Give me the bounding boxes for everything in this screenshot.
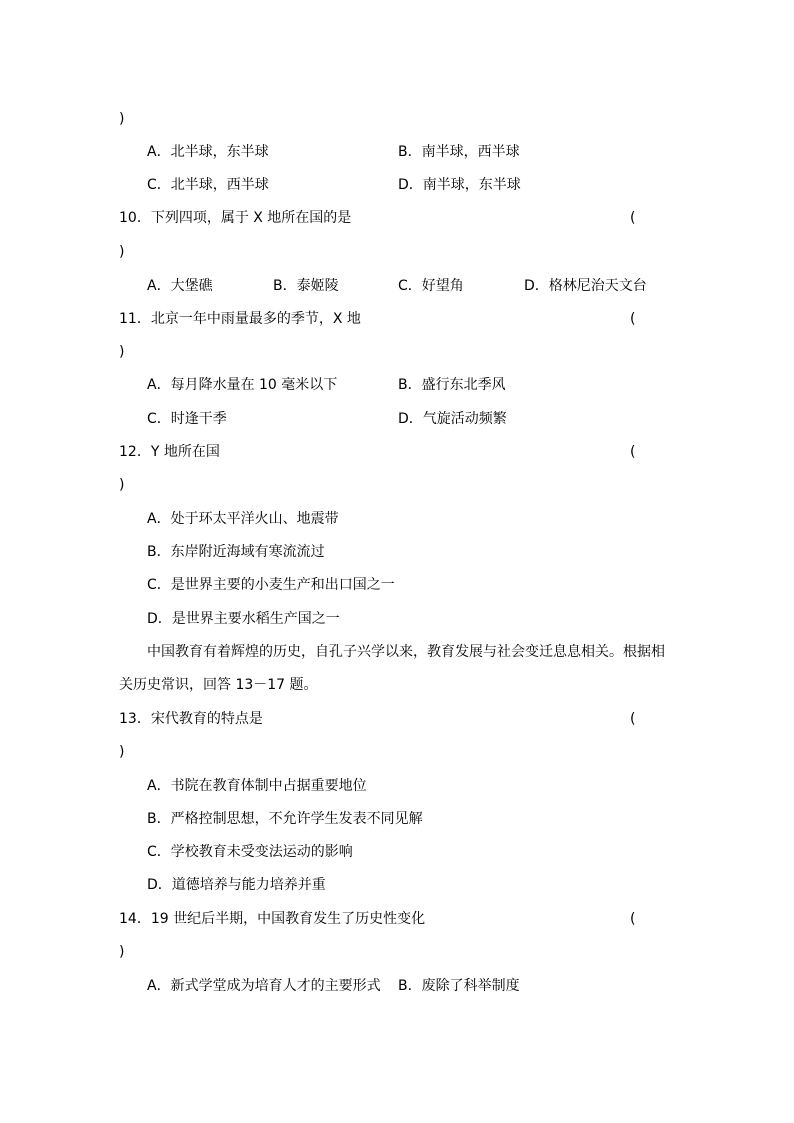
q12-option-c: C．是世界主要的小麦生产和出口国之一 — [147, 577, 395, 593]
q11-close-paren: ) — [119, 344, 125, 360]
q9-option-c: C．北半球，西半球 — [147, 177, 269, 193]
q11-option-b: B．盛行东北季风 — [398, 377, 506, 393]
q11-option-a: A．每月降水量在 10 毫米以下 — [147, 377, 338, 393]
q12-close-paren: ) — [119, 477, 125, 493]
q11-option-c: C．时逢干季 — [147, 411, 227, 427]
q13-stem: 13．宋代教育的特点是 — [119, 711, 263, 727]
q13-close-paren: ) — [119, 744, 125, 760]
q13-open-paren: ( — [630, 711, 636, 727]
q14-option-a: A．新式学堂成为培育人才的主要形式 — [147, 978, 381, 994]
q14-stem: 14．19 世纪后半期，中国教育发生了历史性变化 — [119, 911, 426, 927]
q11-stem: 11．北京一年中雨量最多的季节，X 地 — [119, 311, 361, 327]
q10-option-d: D．格林尼治天文台 — [524, 278, 647, 294]
q13-option-a: A．书院在教育体制中占据重要地位 — [147, 778, 367, 794]
q14-option-b: B．废除了科举制度 — [398, 978, 520, 994]
q9-option-d: D．南半球，东半球 — [398, 177, 521, 193]
q9-close-paren: ) — [119, 111, 125, 127]
q10-close-paren: ) — [119, 244, 125, 260]
q13-option-d: D．道德培养与能力培养并重 — [147, 877, 326, 893]
q9-option-a: A．北半球，东半球 — [147, 144, 269, 160]
q9-option-b: B．南半球，西半球 — [398, 144, 520, 160]
passage-line-2: 关历史常识，回答 13－17 题。 — [119, 677, 318, 693]
q13-option-c: C．学校教育未受变法运动的影响 — [147, 844, 353, 860]
q11-option-d: D．气旋活动频繁 — [398, 411, 507, 427]
q12-stem: 12．Y 地所在国 — [119, 444, 220, 460]
q10-option-a: A．大堡礁 — [147, 278, 213, 294]
passage-line-1: 中国教育有着辉煌的历史，自孔子兴学以来，教育发展与社会变迁息息相关。根据相 — [147, 644, 665, 660]
q12-option-a: A．处于环太平洋火山、地震带 — [147, 511, 339, 527]
q13-option-b: B．严格控制思想，不允许学生发表不同见解 — [147, 811, 423, 827]
q10-open-paren: ( — [630, 210, 636, 226]
q12-option-b: B．东岸附近海域有寒流流过 — [147, 544, 325, 560]
q14-close-paren: ) — [119, 944, 125, 960]
q11-open-paren: ( — [630, 311, 636, 327]
q14-open-paren: ( — [630, 911, 636, 927]
q10-option-c: C．好望角 — [398, 278, 464, 294]
q12-open-paren: ( — [630, 444, 636, 460]
q10-stem: 10．下列四项，属于 X 地所在国的是 — [119, 210, 352, 226]
q12-option-d: D．是世界主要水稻生产国之一 — [147, 611, 340, 627]
q10-option-b: B．泰姬陵 — [273, 278, 339, 294]
